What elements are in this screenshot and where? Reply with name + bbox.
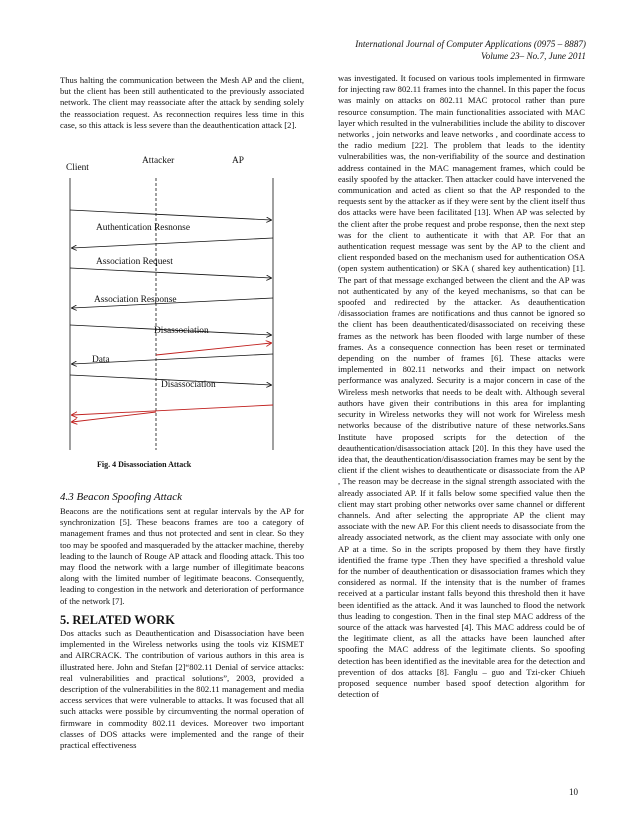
disassociation-label-1: Disassociation [154, 326, 209, 336]
client-label: Client [66, 163, 89, 173]
figure-caption: Fig. 4 Disassociation Attack [97, 460, 192, 469]
intro-paragraph: Thus halting the communication between the Mesh AP and the client, but the client has been still authenticated to the previously associated network. The client may reassociate after the attack by sending solely the reassociation request. As reconnection requires less time in this case, so this attack is less severe than the deauthentication attack [2]. [60, 75, 304, 130]
page-number: 10 [569, 787, 578, 797]
left-intro [60, 75, 304, 131]
journal-volume: Volume 23– No.7, June 2011 [481, 51, 586, 61]
red-arrow-spoof-2 [72, 412, 156, 422]
data-label: Data [92, 355, 110, 365]
journal-title: International Journal of Computer Applications (0975 – 8887) [355, 39, 586, 49]
related-work-paragraph: Dos attacks such as Deauthentication and Disassociation have been implemented in the Wireless networks using the tools viz KISMET and AIRCRACK. The contribution of various authors in this area is illustrated here. John and Stefan [2]“802.11 Denial of service attacks: real vulnerabilities and practical solutions”, 2003, provided a description of the vulnerabilities in the 802.11 management and media access services that were vulnerable to attacks. It was focused that all such attacks were possible by circumventing the normal operation of firmware in commodity 802.11 devices. Moreover two important classes of DOS attacks were implemented and the range of their practical effectiveness [60, 628, 304, 751]
assoc-request-label: Association Request [96, 257, 173, 267]
section-5-body [60, 628, 304, 751]
auth-response-label: Authentication Resnonse [96, 223, 190, 233]
arrow-1 [70, 210, 271, 220]
sequence-diagram [60, 150, 304, 460]
assoc-response-label: Association Response [94, 295, 177, 305]
attacker-label: Attacker [142, 156, 175, 166]
disassociation-figure [60, 150, 304, 480]
arrow-3 [70, 268, 271, 278]
beacon-paragraph: Beacons are the notifications sent at regular intervals by the AP for synchronization [5]. These beacons frames are too a category of management frames and thus not protected and sent in clear. So they too may be spoofed and masqueraded by the attacker machine, thereby leading to the launch of Rouge AP attack and flooding attack. This too may flood the network with a large number of illegitimate beacons along with the limited number of legitimate beacons. Consequently, leading to congestion in the network and deterioration of performance of the network [7]. [60, 506, 304, 606]
arrow-2 [72, 238, 273, 248]
disassociation-label-2: Disassociation [161, 380, 216, 390]
ap-label: AP [232, 156, 244, 166]
journal-header [355, 38, 586, 62]
section-5-heading: 5. RELATED WORK [60, 613, 175, 627]
section-4-3-body [60, 506, 304, 607]
section-4-3-heading: 4.3 Beacon Spoofing Attack [60, 491, 182, 503]
right-paragraph: was investigated. It focused on various tools implemented in firmware for injecting raw 802.11 frames into the channel. In this paper the focus was mainly on attacks on 802.11 MAC protocol rather than pure resource consumption. The main functionalities associated with MAC layer which resulted in the vulnerabilities include the ability to discover networks , join networks and leave networks , and coordinate access to the radio medium [22]. The problem that leads to the identity vulnerabilities was, the non-verifiability of the source and destination address contained in the MAC management frames, which could be easily spoofed by the attacker. Then attacker could have intervened the communication and acted as client so that the AP responded to the requests sent by the attacker as if they were sent by the client itself thus dos attacks were have been facilitated [13]. When AP was selected by the client after the probe request and probe response, then the next step was for the client to authenticate it with that AP. For that an authentication request message was sent by the AP to the client and client responded based on the mechanism used for authentication OSA (open system authentication) or SKA ( shared key authentication) [1]. The part of that message exchanged between the client and the AP was not authenticated by any of the keyed mechanisms, so that can be spoofed and redirected by the attacker. As deauthentication /disassociation frames are notifications and thus cannot be ignored so the client has been deauthenticated/disassociated on receiving these frames as the network has been flooded with large number of these frames. As a consequence connection has been reset or terminated depending on the number of frames [6]. These attacks were implemented in 802.11 networks and their impact on network performance was analyzed. Security is a major concern in case of the Wireless mesh networks that needs to be dealt with. Although several authors have given their contributions in this area for implanting security in Wireless networks they will not work for Wireless mesh networks because of the distributive nature of these networks.Sans Institute have proposed scripts for the detection of the deauthentication/disassociation attack [20]. In this they have used the idea that, the deauthentication/disassociation frames may be sent by the client if the client wishes to deauthenticate or disassociate from the AP , The reason may be decrease in the signal strength associated with the already associated AP. If it falls below some specified value then the client may start probing other networks over same channel or different channels. And after selecting the appropriate AP the client may associate with the new AP. For this client needs to disassociate from the already associated network, as the client may associate with only one AP at a time. So in the scripts proposed by them they have firstly identified the frame type .Then they have specified a threshold value for the number of deauthentication or disassociation frames which they considered as normal. If the intensity that is the number of frames received at a particular instant falls beyond this threshold then it have been identified as the attack. And it was launched to flood the network thus leading to congestion. Then in the final step MAC address of the source of the attack was harvested [4]. This MAC address could be of the legitimate client, as all the attacks have been launched after spoofing the MAC address of the legitimate clients. So spoofing detection has been identified as the inevitable area for the detection and prevention of dos attacks [8]. Fanglu – guo and Tzi-cker Chiueh proposed sequence number based spoof detection algorithm for detection of [338, 73, 585, 700]
red-arrow-spoof-1 [156, 343, 271, 355]
red-arrow-spoof-3 [72, 405, 273, 415]
right-column [338, 73, 585, 700]
